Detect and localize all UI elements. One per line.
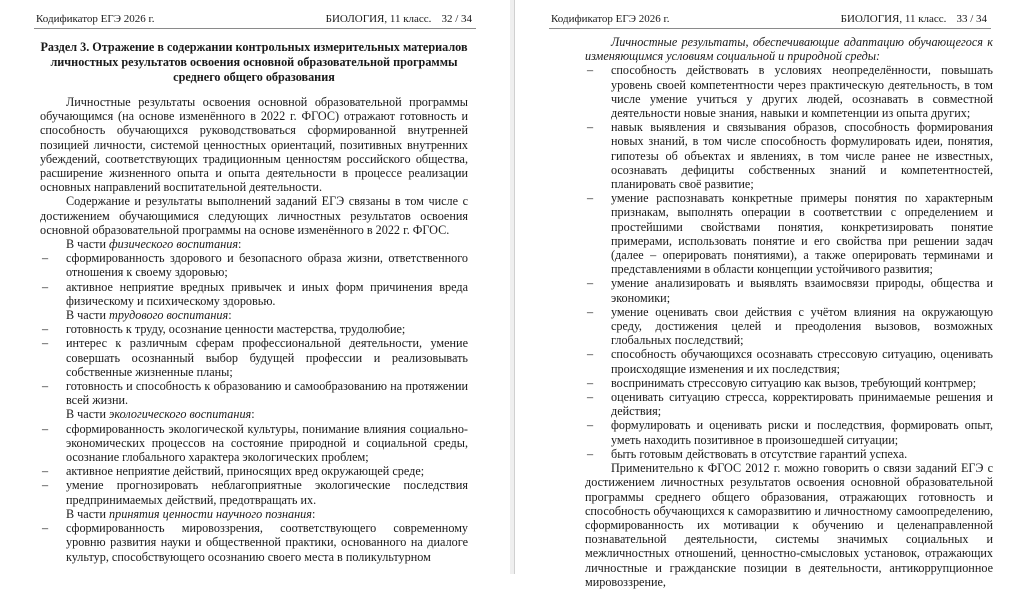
subsection-heading: В части трудового воспитания: — [66, 308, 232, 323]
list-item: – умение оценивать свои действия с учётом влияния на окружающую среду, достижения целей и преодоления вызовов, возможных глобальных последствий; — [585, 305, 993, 348]
bullet-list — [40, 521, 468, 564]
list-item: – умение распознавать конкретные примеры понятия по характерным признакам, выполнять операции в соответствии с определением и простейшими свойствами понятия, конкретизировать понятие примерами, использовать понятие и его свойства при решении задач (далее – оперировать понятиями), а также оперировать терминами и представлениями в области концепции устойчивого развития; — [585, 191, 993, 276]
header-codifier: Кодификатор ЕГЭ 2026 г. — [36, 13, 155, 25]
list-item: – готовность и способность к образованию и самообразованию на протяжении всей жизни. — [40, 379, 468, 407]
list-item: – быть готовым действовать в отсутствие гарантий успеха. — [585, 447, 993, 461]
list-item: – оценивать ситуацию стресса, корректировать принимаемые решения и действия; — [585, 390, 993, 418]
page-header — [36, 12, 472, 26]
list-item: – активное неприятие действий, приносящих вред окружающей среде; — [40, 464, 468, 478]
list-item: – умение прогнозировать неблагоприятные экологические последствия предпринимаемых действий, предотвращать их. — [40, 478, 468, 506]
header-subject-page — [326, 12, 472, 26]
subsection-name: принятия ценности научного познания — [109, 506, 312, 521]
bullet-list — [40, 422, 468, 507]
bullet-list — [40, 251, 468, 308]
list-item: – интерес к различным сферам профессиональной деятельности, умение совершать осознанный выбор будущей профессии и реализовывать собственные жизненные планы; — [40, 336, 468, 379]
list-item: – способность действовать в условиях неопределённости, повышать уровень своей компетентности через практическую деятельность, в том числе умение учиться у других людей, осознавать в совместной деятельности новые знания, навыки и компетенции из опыта других; — [585, 63, 993, 120]
list-item: – умение анализировать и выявлять взаимосвязи природы, общества и экономики; — [585, 276, 993, 304]
header-codifier: Кодификатор ЕГЭ 2026 г. — [551, 13, 670, 25]
header-subject: БИОЛОГИЯ, 11 класс. — [325, 13, 432, 25]
section-title: Раздел 3. Отражение в содержании контрольных измерительных материалов личностных результатов освоения основной образовательной программы среднего общего образования — [40, 40, 468, 84]
list-item: – активное неприятие вредных привычек и иных форм причинения вреда физическому и психическому здоровью. — [40, 280, 468, 308]
header-rule — [34, 28, 476, 29]
subsection-heading: В части принятия ценности научного познания: — [66, 506, 316, 521]
header-rule — [549, 28, 991, 29]
bullet-list — [40, 322, 468, 407]
page-left — [0, 0, 511, 574]
page-content — [585, 35, 993, 589]
page-content — [40, 40, 468, 564]
paragraph: Личностные результаты освоения основной образовательной программы обучающимся (на основе изменённого в 2022 г. ФГОС) отражают готовность и способность обучающихся руководствоваться сформированной внутренней позицией личности, системой ценностных ориентаций, позитивных внутренних убеждений, соответствующих традиционным ценностям российского общества, расширение жизненного опыта и опыта деятельности в процессе реализации основных направлений воспитательной деятельности. — [40, 95, 468, 195]
list-item: – формулировать и оценивать риски и последствия, формировать опыт, уметь находить позитивное в произошедшей ситуации; — [585, 418, 993, 446]
paragraph: Применительно к ФГОС 2012 г. можно говорить о связи заданий ЕГЭ с достижением личностных результатов освоения основной образовательной программы среднего общего образования, отражающих готовность и способность обучающихся к саморазвитию и личностному самоопределению, сформированность их мотивации к обучению и целенаправленной познавательной деятельности, системы значимых социальных и межличностных отношений, ценностно-смысловых установок, отражающих личностные и гражданские позиции в деятельности, антикоррупционное мировоззрение, — [585, 461, 993, 589]
subsection-heading: В части физического воспитания: — [66, 237, 242, 252]
bullet-list — [585, 63, 993, 461]
header-subject-page — [841, 12, 987, 26]
header-page-number: 32 / 34 — [441, 13, 472, 25]
subsection-name: экологического воспитания — [109, 407, 252, 422]
list-item: – воспринимать стрессовую ситуацию как вызов, требующий контрмер; — [585, 376, 993, 390]
list-item: – способность обучающихся осознавать стрессовую ситуацию, оценивать происходящие изменения и их последствия; — [585, 347, 993, 375]
list-item: – навык выявления и связывания образов, способность формирования новых знаний, в том числе способность формулировать идеи, понятия, гипотезы об объектах и явлениях, в том числе ранее не известных, осознавать дефициты собственных знаний и компетентностей, планировать своё развитие; — [585, 120, 993, 191]
list-item: – сформированность мировоззрения, соответствующего современному уровню развития науки и общественной практики, основанного на диалоге культур, способствующего осознанию своего места в поликультурном — [40, 521, 468, 564]
subsection-prefix: В части — [66, 308, 110, 323]
page-header — [551, 12, 987, 26]
list-item: – сформированность экологической культуры, понимание влияния социально-экономических процессов на состояние природной и социальной среды, осознание глобального характера экологических проблем; — [40, 422, 468, 465]
paragraph: Содержание и результаты выполнений заданий ЕГЭ связаны в том числе с достижением обучающимися следующих личностных результатов освоения основной образовательной программы на основе изменённого в 2022 г. ФГОС. — [40, 194, 468, 237]
italic-intro: Личностные результаты, обеспечивающие адаптацию обучающегося к изменяющимся условиям социальной и природной среды: — [585, 35, 993, 64]
list-item: – сформированность здорового и безопасного образа жизни, ответственного отношения к своему здоровью; — [40, 251, 468, 279]
subsection-prefix: В части — [66, 407, 110, 422]
header-subject: БИОЛОГИЯ, 11 класс. — [840, 13, 947, 25]
subsection-prefix: В части — [66, 237, 110, 252]
subsection-prefix: В части — [66, 506, 110, 521]
header-page-number: 33 / 34 — [956, 13, 987, 25]
subsection-heading: В части экологического воспитания: — [66, 407, 255, 422]
subsection-name: физического воспитания — [109, 237, 238, 252]
subsection-name: трудового воспитания — [109, 308, 229, 323]
list-item: – готовность к труду, осознание ценности мастерства, трудолюбие; — [40, 322, 468, 336]
page-right — [514, 0, 1025, 589]
